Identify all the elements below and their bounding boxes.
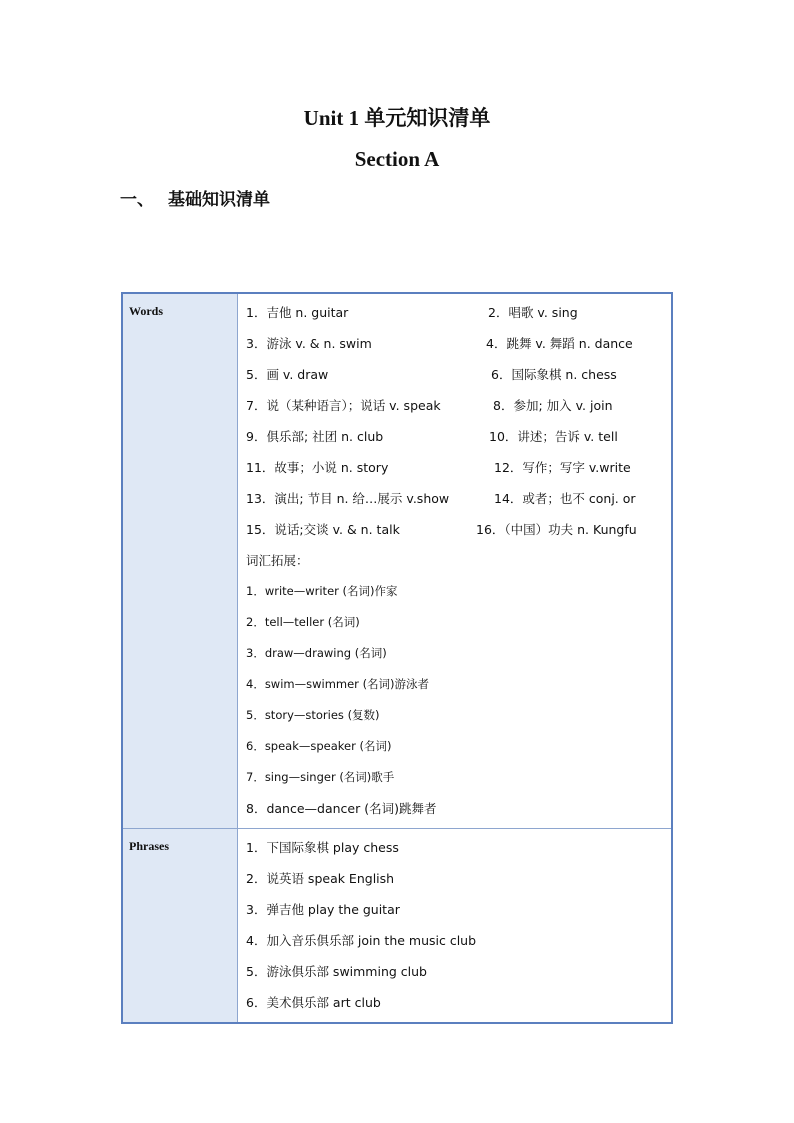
word-item: 15．说话;交谈 v. & n. talk	[246, 522, 400, 537]
word-row	[246, 297, 671, 328]
word-row	[246, 421, 671, 452]
word-item: 2．唱歌 v. sing	[488, 305, 578, 320]
vocab-expansion-item: 6．speak—speaker (名词)	[246, 739, 392, 753]
phrases-label: Phrases	[122, 829, 238, 1024]
section-number: 一、	[120, 190, 154, 210]
vocab-expansion-item: 5．story—stories (复数)	[246, 708, 380, 722]
word-item: 10．讲述；告诉 v. tell	[489, 429, 618, 444]
word-item: 5．画 v. draw	[246, 367, 329, 382]
word-row	[246, 390, 671, 421]
vocab-expansion-item: 2．tell—teller (名词)	[246, 615, 360, 629]
phrase-item: 6．美术俱乐部 art club	[246, 995, 381, 1010]
phrase-item: 2．说英语 speak English	[246, 871, 395, 886]
vocab-expansion-item: 7．sing—singer (名词)歌手	[246, 770, 395, 784]
vocab-expansion-item: 4．swim—swimmer (名词)游泳者	[246, 677, 430, 691]
section-heading-text: 基础知识清单	[168, 190, 270, 210]
word-row	[246, 452, 671, 483]
vocab-expansion-item: 3．draw—drawing (名词)	[246, 646, 387, 660]
word-item: 1．吉他 n. guitar	[246, 305, 349, 320]
words-label: Words	[122, 293, 238, 829]
word-row	[246, 514, 671, 545]
page-title: Unit 1 单元知识清单	[303, 106, 491, 130]
word-item: 12．写作；写字 v.write	[494, 460, 631, 475]
knowledge-table	[121, 292, 673, 1024]
word-item: 11．故事；小说 n. story	[246, 460, 389, 475]
word-item: 4．跳舞 v. 舞蹈 n. dance	[486, 336, 633, 351]
words-content	[238, 293, 673, 829]
word-row	[246, 359, 671, 390]
word-row	[246, 483, 671, 514]
word-item: 7．说（某种语言）；说话 v. speak	[246, 398, 441, 413]
phrases-row	[122, 829, 672, 1024]
page-subtitle: Section A	[354, 147, 440, 171]
phrase-item: 1．下国际象棋 play chess	[246, 840, 399, 855]
phrases-content	[238, 829, 673, 1024]
word-item: 9．俱乐部; 社团 n. club	[246, 429, 384, 444]
vocab-expansion-title: 词汇拓展：	[246, 553, 309, 568]
word-item: 3．游泳 v. & n. swim	[246, 336, 372, 351]
word-item: 14．或者；也不 conj. or	[494, 491, 636, 506]
word-item: 16．（中国）功夫 n. Kungfu	[476, 522, 637, 537]
section-heading	[120, 188, 270, 212]
word-item: 6．国际象棋 n. chess	[491, 367, 617, 382]
vocab-expansion-item: 1．write—writer (名词)作家	[246, 584, 398, 598]
phrase-item: 5．游泳俱乐部 swimming club	[246, 964, 427, 979]
word-item: 8．参加; 加入 v. join	[493, 398, 613, 413]
phrase-item: 4．加入音乐俱乐部 join the music club	[246, 933, 477, 948]
word-item: 13．演出; 节目 n. 给…展示 v.show	[246, 491, 450, 506]
phrase-item: 3．弹吉他 play the guitar	[246, 902, 400, 917]
words-row	[122, 293, 672, 829]
vocab-expansion-item: 8．dance—dancer (名词)跳舞者	[246, 801, 437, 816]
word-row	[246, 328, 671, 359]
